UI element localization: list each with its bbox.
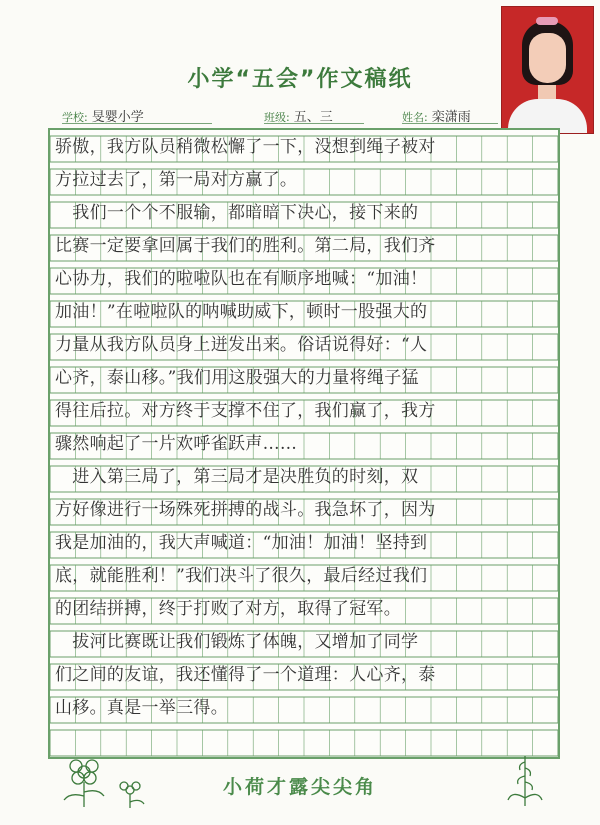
name-label: 姓名:	[402, 111, 428, 124]
flower-decoration-right	[500, 750, 550, 810]
essay-line: 的团结拼搏，终于打败了对方，取得了冠军。	[55, 599, 401, 619]
essay-line: 们之间的友谊，我还懂得了一个道理：人心齐，泰	[55, 665, 436, 685]
name-value: 栾潇雨	[431, 110, 471, 125]
flower-decoration-left	[52, 752, 152, 812]
essay-line: 山移。真是一举三得。	[55, 698, 228, 718]
essay-line: 比赛一定要拿回属于我们的胜利。第二局，我们齐	[55, 236, 436, 256]
essay-line: 拔河比赛既让我们锻炼了体魄，又增加了同学	[55, 632, 419, 652]
essay-line: 方拉过去了，第一局对方赢了。	[55, 170, 298, 190]
essay-line: 骤然响起了一片欢呼雀跃声……	[55, 434, 298, 454]
school-label: 学校:	[62, 111, 88, 124]
class-label: 班级:	[264, 111, 290, 124]
essay-line: 心协力，我们的啦啦队也在有顺序地喊：“加油！	[55, 269, 428, 289]
essay-line: 加油！”在啦啦队的呐喊助威下，顿时一股强大的	[55, 302, 428, 322]
essay-line: 骄傲，我方队员稍微松懈了一下，没想到绳子被对	[55, 137, 436, 157]
class-field	[264, 106, 333, 124]
essay-line: 方好像进行一场殊死拼搏的战斗。我急坏了，因为	[55, 500, 436, 520]
school-field	[62, 106, 144, 124]
essay-line: 心齐，泰山移。”我们用这股强大的力量将绳子猛	[55, 368, 419, 388]
paper-title: 小学“五会”作文稿纸	[187, 67, 413, 92]
essay-line: 底，就能胜利！”我们决斗了很久，最后经过我们	[55, 566, 428, 586]
student-photo	[501, 6, 594, 134]
essay-line: 我是加油的，我大声喊道：“加油！加油！坚持到	[55, 533, 428, 553]
footer-slogan: 小荷才露尖尖角	[222, 776, 377, 798]
name-field	[402, 106, 471, 124]
essay-line: 得往后拉。对方终于支撑不住了，我们赢了，我方	[55, 401, 436, 421]
essay-line: 力量从我方队员身上迸发出来。俗话说得好：“人	[55, 335, 428, 355]
class-value: 五、三	[293, 110, 333, 125]
essay-line: 我们一个个不服输，都暗暗下决心，接下来的	[55, 203, 419, 223]
essay-line: 进入第三局了，第三局才是决胜负的时刻，双	[55, 467, 419, 487]
school-value: 旻婴小学	[91, 110, 144, 125]
